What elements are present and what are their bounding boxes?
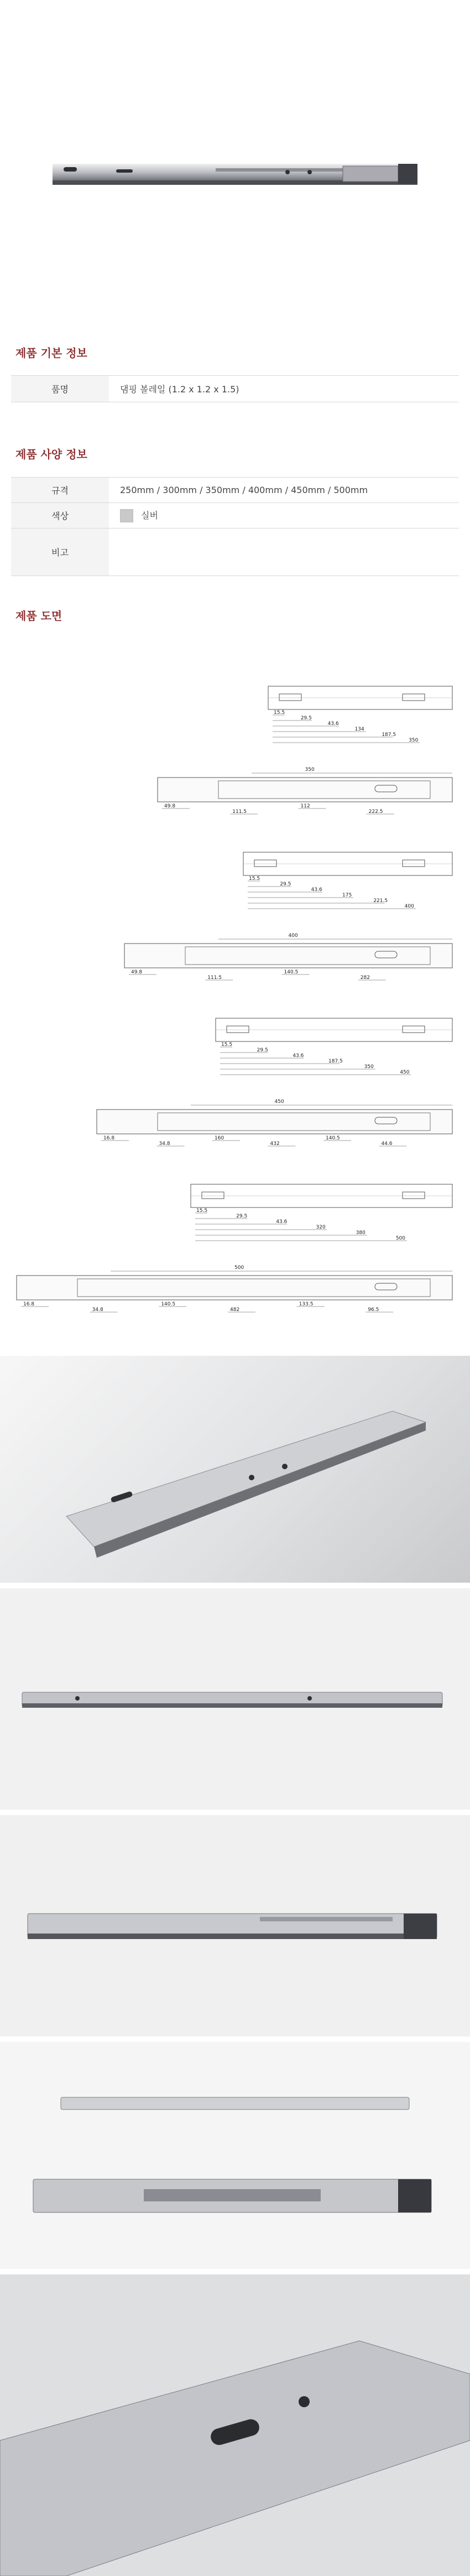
drawing-title: 제품 도면: [15, 609, 62, 623]
basic-info-title: 제품 기본 정보: [15, 346, 87, 360]
product-name-value: 댐핑 볼레일 (1.2 x 1.2 x 1.5): [109, 376, 459, 402]
dimension-label: 112: [300, 804, 310, 809]
dimension-label: 44.6: [381, 1141, 393, 1147]
note-label: 비고: [11, 528, 109, 576]
dimension-label: 160: [215, 1136, 224, 1141]
size-label: 규격: [11, 478, 109, 503]
dimension-label: 16.8: [103, 1136, 115, 1141]
total-length-label: 500: [234, 1265, 244, 1271]
dimension-label: 282: [360, 975, 370, 981]
photo-rail-closeup: [0, 2274, 470, 2576]
table-row: [11, 478, 459, 503]
dimension-label: 43.6: [311, 887, 322, 893]
hero-product-image: [0, 0, 470, 332]
dimension-label: 29.5: [280, 882, 291, 887]
silver-color-swatch: [120, 509, 133, 522]
total-length-label: 350: [305, 767, 315, 773]
ball-rail-illustration: [0, 0, 470, 332]
rail-extended-view: [97, 1110, 452, 1134]
dimension-label: 49.8: [164, 804, 176, 809]
dimension-label: 15.5: [274, 710, 285, 716]
dimension-label: 500: [395, 1236, 406, 1241]
dimension-label: 43.6: [276, 1219, 288, 1225]
dimension-label: 140.5: [284, 970, 299, 975]
dimension-label: 175: [342, 893, 352, 898]
dimension-label: 15.5: [196, 1208, 208, 1214]
dimension-label: 43.6: [327, 721, 339, 727]
photo-side-rail: [0, 1588, 470, 1810]
dimension-label: 221.5: [373, 898, 388, 904]
rail-extended-view: [158, 778, 452, 802]
dimension-label: 43.6: [293, 1053, 304, 1059]
size-value: 250mm / 300mm / 350mm / 400mm / 450mm / 500mm: [109, 478, 459, 503]
rail-extended-view: [17, 1276, 452, 1300]
color-label: 색상: [11, 503, 109, 528]
spec-info-table: [11, 477, 459, 576]
dimension-label: 111.5: [207, 975, 222, 981]
total-length-label: 450: [274, 1099, 284, 1105]
dimension-label: 29.5: [236, 1214, 248, 1219]
dimension-label: 222.5: [368, 809, 383, 815]
technical-drawings: [0, 636, 470, 1317]
table-row: [11, 528, 459, 576]
dimension-label: 34.8: [92, 1307, 103, 1313]
dimension-label: 140.5: [161, 1302, 176, 1307]
dimension-label: 134: [354, 727, 364, 732]
dimension-label: 350: [409, 738, 419, 743]
dimension-label: 49.8: [131, 970, 143, 975]
dimension-label: 29.5: [300, 716, 312, 721]
photo-rail-pair: [0, 2042, 470, 2269]
color-value: 실버: [141, 510, 158, 521]
dimension-label: 482: [230, 1307, 240, 1313]
photo-rail-front: [0, 1815, 470, 2036]
side-rail-illustration: [0, 1588, 470, 1810]
dimension-label: 133.5: [299, 1302, 314, 1307]
basic-info-table: [11, 375, 459, 402]
dimension-label: 140.5: [326, 1136, 340, 1141]
spec-info-title: 제품 사양 정보: [15, 448, 87, 461]
dimension-label: 380: [356, 1230, 365, 1236]
dimension-label: 15.5: [221, 1042, 233, 1048]
table-row: [11, 503, 459, 528]
dimension-drawings-svg: [0, 636, 470, 1317]
dimension-label: 432: [270, 1141, 280, 1147]
angled-rail-illustration: [0, 1356, 470, 1583]
note-value: [109, 528, 459, 576]
dimension-label: 187.5: [328, 1059, 343, 1064]
dimension-label: 34.8: [159, 1141, 170, 1147]
dimension-label: 350: [364, 1064, 374, 1070]
product-name-label: 품명: [11, 376, 109, 402]
total-length-label: 400: [288, 933, 298, 939]
rail-extended-view: [124, 944, 452, 968]
dimension-label: 15.5: [249, 876, 260, 882]
rail-pair-illustration: [0, 2042, 470, 2269]
dimension-label: 96.5: [368, 1307, 379, 1313]
rail-closeup-illustration: [0, 2274, 470, 2576]
table-row: [11, 376, 459, 402]
dimension-label: 111.5: [232, 809, 247, 815]
dimension-label: 187.5: [382, 732, 396, 738]
dimension-label: 400: [404, 904, 414, 909]
dimension-label: 320: [316, 1225, 326, 1230]
dimension-label: 16.8: [23, 1302, 35, 1307]
dimension-label: 450: [400, 1070, 410, 1075]
dimension-label: 29.5: [257, 1048, 268, 1053]
rail-front-illustration: [0, 1815, 470, 2036]
photo-angled-rail: [0, 1356, 470, 1583]
